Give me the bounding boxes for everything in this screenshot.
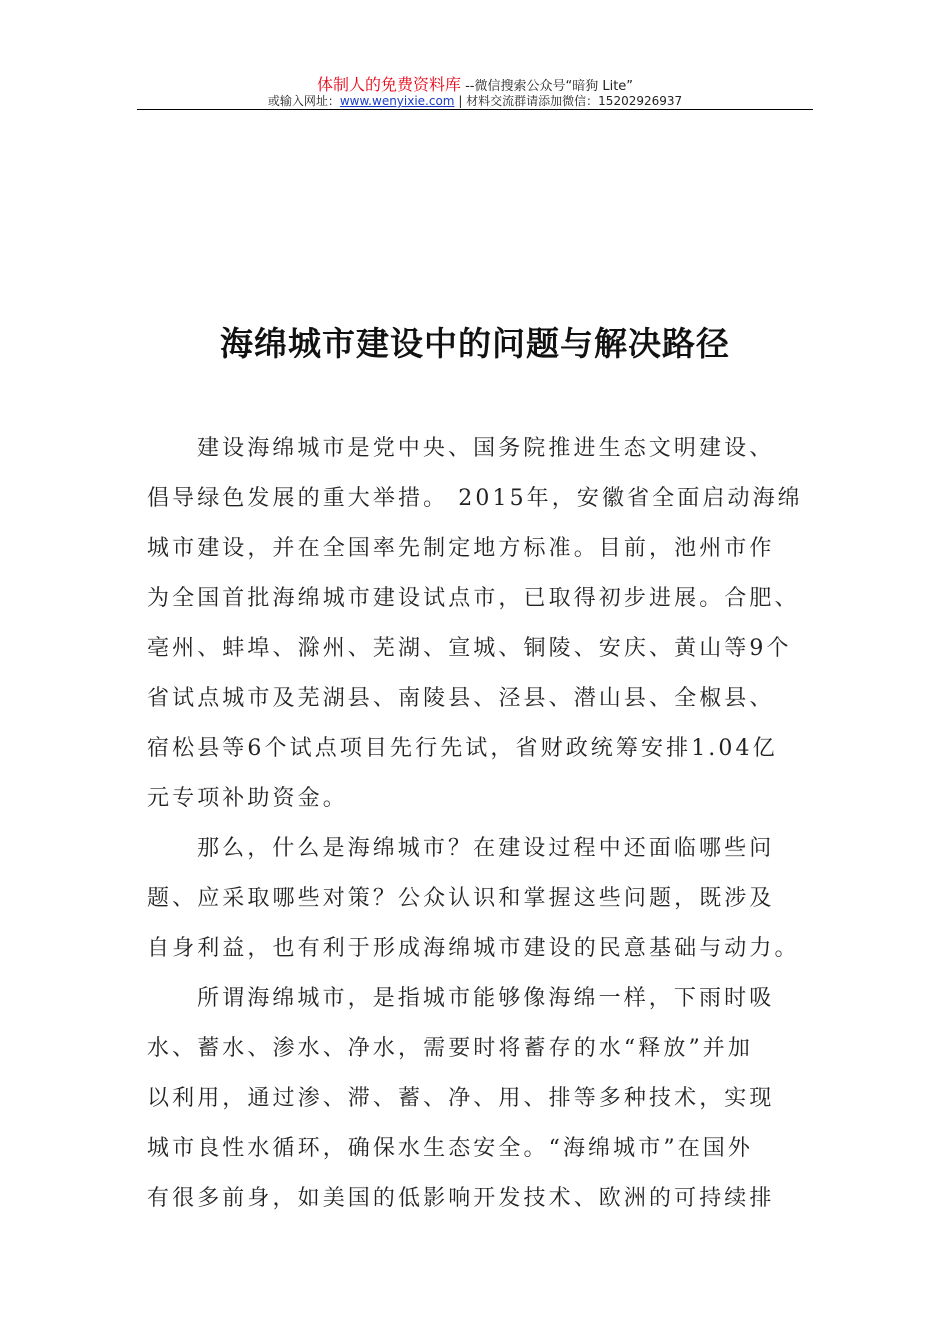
document-title: 海绵城市建设中的问题与解决路径 [220,324,730,363]
website-link[interactable]: www.wenyixie.com [339,94,455,108]
paragraph-line: 以利用，通过渗、滞、蓄、净、用、排等多种技术，实现 [147,1086,775,1111]
paragraph-line: 所谓海绵城市，是指城市能够像海绵一样，下雨时吸 [197,986,775,1011]
paragraph-line: 亳州、蚌埠、滁州、芜湖、宣城、铜陵、安庆、黄山等9个 [147,636,792,661]
header-divider [137,109,813,110]
paragraph-line: 元专项补助资金。 [147,786,348,811]
url-prefix: 或输入网址： [267,94,340,108]
paragraph-line: 自身利益，也有利于形成海绵城市建设的民意基础与动力。 [147,936,800,961]
paragraph-line: 有很多前身，如美国的低影响开发技术、欧洲的可持续排 [147,1186,775,1211]
paragraph-line: 宿松县等6个试点项目先行先试，省财政统筹安排1.04亿 [147,736,778,761]
paragraph-line: 为全国首批海绵城市建设试点市，已取得初步进展。合肥、 [147,586,800,611]
tagline-text: --微信搜索公众号“暗狗 Lite” [460,79,634,94]
paragraph-line: 那么，什么是海绵城市？在建设过程中还面临哪些问 [197,836,775,861]
document-body [147,434,817,1234]
paragraph-line: 题、应采取哪些对策？公众认识和掌握这些问题，既涉及 [147,886,775,911]
paragraph-line: 水、蓄水、渗水、净水，需要时将蓄存的水“释放”并加 [147,1036,753,1061]
brand-text: 体制人的免费资料库 [316,75,461,94]
paragraph-line: 倡导绿色发展的重大举措。 2015年，安徽省全面启动海绵 [147,486,803,511]
header-line-2 [0,92,950,109]
paragraph-line: 建设海绵城市是党中央、国务院推进生态文明建设、 [197,436,775,461]
paragraph-line: 城市建设，并在全国率先制定地方标准。目前，池州市作 [147,536,775,561]
contact-text: | 材料交流群请添加微信：15202926937 [454,94,683,108]
paragraph-line: 城市良性水循环，确保水生态安全。“海绵城市”在国外 [147,1136,753,1161]
paragraph-line: 省试点城市及芜湖县、南陵县、泾县、潜山县、全椒县、 [147,686,775,711]
